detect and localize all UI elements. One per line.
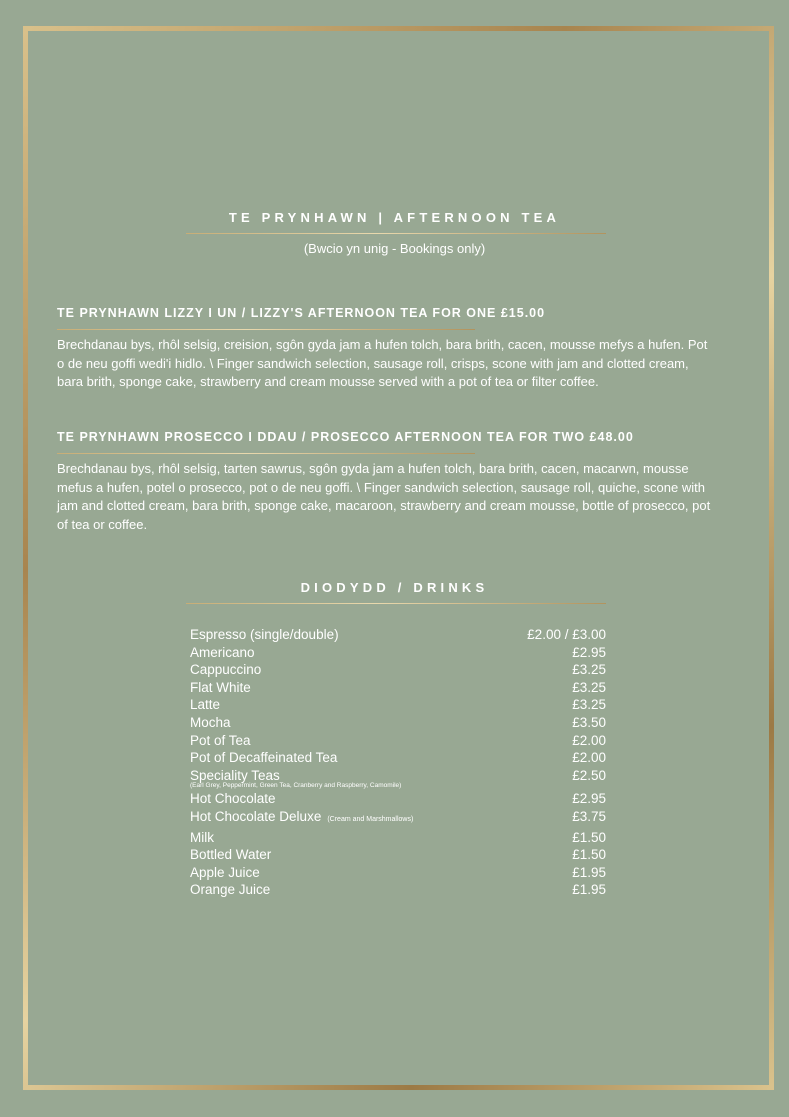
drink-price: £3.75 — [572, 808, 606, 824]
afternoon-tea-item-title: TE PRYNHAWN PROSECCO I DDAU / PROSECCO AFTERNOON TEA FOR TWO £48.00 — [57, 430, 634, 444]
drink-note: (Cream and Marshmallows) — [327, 815, 414, 823]
drink-row — [190, 790, 606, 808]
drink-name: Hot Chocolate Deluxe — [190, 808, 322, 824]
drink-name-group — [190, 749, 337, 767]
drink-name-group — [190, 829, 214, 847]
drink-name-group — [190, 881, 270, 899]
drinks-heading: DIODYDD / DRINKS — [300, 580, 489, 595]
drink-name: Mocha — [190, 714, 231, 730]
afternoon-tea-item-description: Brechdanau bys, rhôl selsig, creision, sgôn gyda jam a hufen tolch, bara brith, cacen, mousse mefys a hufen. Pot o de neu goffi wedi'i hidlo. \ Finger sandwich selection, sausage roll, crisps, scone with jam and clotted cream, bara brith, sponge cake, strawberry and cream mousse served with a pot of tea or filter coffee. — [57, 337, 708, 389]
drink-row — [190, 626, 606, 644]
drink-row — [190, 881, 606, 899]
drinks-list — [190, 626, 606, 899]
drink-price: £1.95 — [572, 882, 606, 898]
drink-name-group — [190, 661, 261, 679]
drink-price: £2.00 / £3.00 — [527, 627, 606, 642]
afternoon-tea-item-description: Brechdanau bys, rhôl selsig, tarten sawrus, sgôn gyda jam a hufen tolch, bara brith, cacen, macarwn, mousse mefus a hufen, potel o prosecco, pot o de neu goffi. \ Finger sandwich selection, sausage roll, quiche, scone with jam and clotted cream, bara brith, sponge cake, macaroon, strawberry and cream mousse, bottle of prosecco, pot of tea or coffee. — [57, 461, 711, 532]
drink-price: £3.50 — [572, 714, 606, 730]
drink-price: £3.25 — [572, 697, 606, 713]
drink-row — [190, 749, 606, 767]
drink-row — [190, 829, 606, 847]
drink-name: Espresso (single/double) — [190, 627, 339, 642]
drink-price: £2.95 — [572, 791, 606, 807]
drink-name-group — [190, 732, 251, 750]
drink-name-group — [190, 790, 276, 808]
drink-price: £3.25 — [572, 679, 606, 695]
drink-name-group — [190, 679, 251, 697]
drink-row — [190, 696, 606, 714]
drink-name: Americano — [190, 644, 255, 660]
drink-name: Apple Juice — [190, 864, 260, 880]
drink-name-group — [190, 846, 271, 864]
drink-row — [190, 732, 606, 750]
drinks-divider — [186, 603, 606, 604]
drink-name: Pot of Decaffeinated Tea — [190, 750, 338, 766]
drink-price: £1.50 — [572, 847, 606, 863]
bookings-only-note: (Bwcio yn unig - Bookings only) — [303, 241, 486, 256]
drink-row — [190, 679, 606, 697]
drink-price: £3.25 — [572, 662, 606, 678]
drink-name: Orange Juice — [190, 882, 271, 898]
drink-name-group — [190, 644, 255, 662]
drink-name: Milk — [190, 829, 214, 845]
drink-name: Bottled Water — [190, 847, 272, 863]
drink-price: £2.50 — [572, 767, 606, 783]
afternoon-tea-item-title: TE PRYNHAWN LIZZY I UN / LIZZY'S AFTERNOON TEA FOR ONE £15.00 — [57, 306, 546, 320]
drink-price: £1.95 — [572, 864, 606, 880]
drink-price: £2.00 — [572, 732, 606, 748]
drink-name: Cappuccino — [190, 662, 262, 678]
drink-name-group — [190, 864, 260, 882]
drink-price: £2.00 — [572, 750, 606, 766]
drink-name-group — [190, 626, 339, 644]
drink-row — [190, 714, 606, 732]
drink-row — [190, 661, 606, 679]
drink-name-group — [190, 696, 220, 714]
drink-name: Speciality Teas — [190, 767, 280, 783]
afternoon-tea-divider — [186, 233, 606, 234]
drink-subtext: (Earl Grey, Peppermint, Green Tea, Cranberry and Raspberry, Camomile) — [190, 782, 402, 790]
drink-name-group — [190, 808, 413, 829]
drink-row — [190, 808, 606, 829]
drink-row — [190, 644, 606, 662]
afternoon-tea-heading: TE PRYNHAWN | AFTERNOON TEA — [228, 210, 561, 225]
item-divider — [57, 329, 475, 330]
drink-row — [190, 846, 606, 864]
drink-price: £2.95 — [572, 644, 606, 660]
drink-name: Latte — [190, 697, 221, 713]
drink-price: £1.50 — [572, 829, 606, 845]
drink-name: Pot of Tea — [190, 732, 251, 748]
drink-name: Flat White — [190, 679, 251, 695]
gold-border-frame — [23, 26, 774, 1090]
item-divider — [57, 453, 475, 454]
drink-name: Hot Chocolate — [190, 791, 276, 807]
drink-name-group — [190, 714, 231, 732]
drink-row — [190, 864, 606, 882]
